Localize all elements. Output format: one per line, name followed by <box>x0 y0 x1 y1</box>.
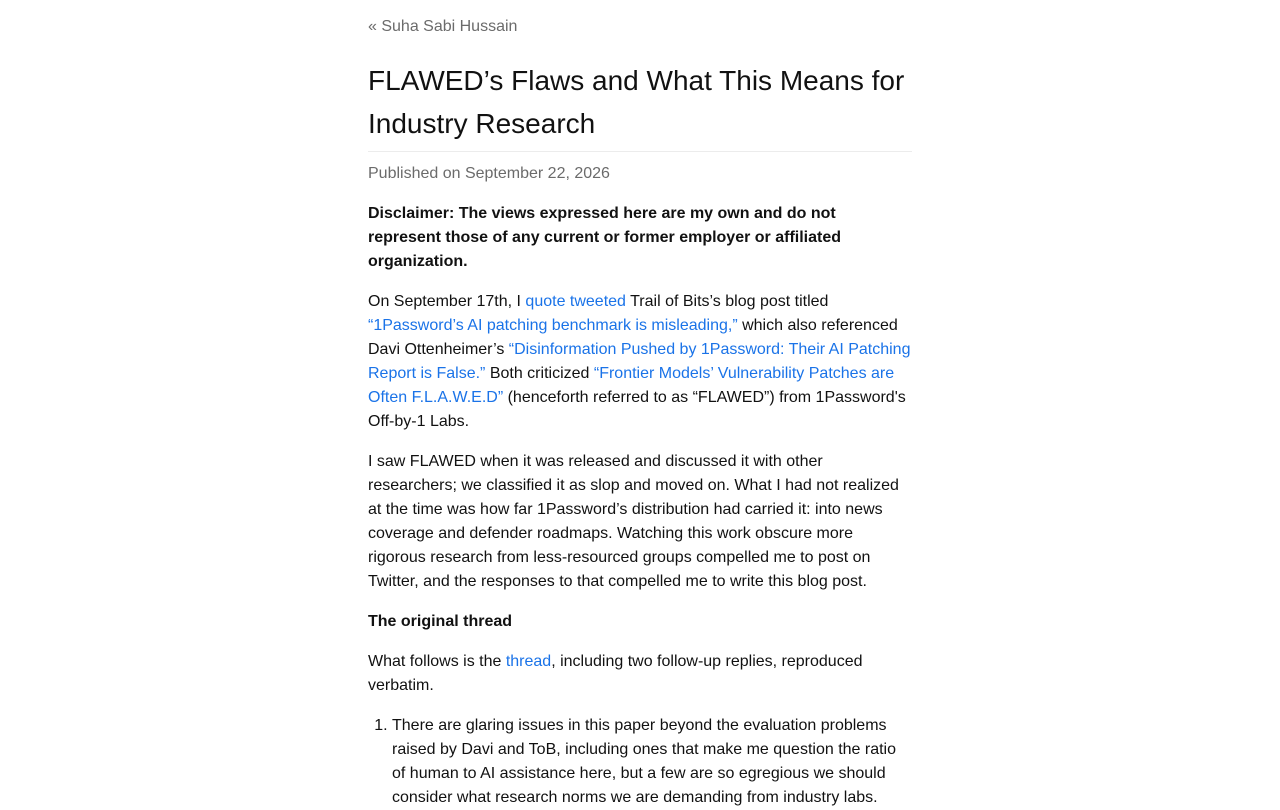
list-item: 1. There are glaring issues in this paper beyond the evaluation problems raised by Davi and ToB, including ones that make me question the ratio of human to AI assistance here, but a few are so egregious we should consider what research norms we are demanding from industry labs. <box>392 714 912 810</box>
page-title: FLAWED’s Flaws and What This Means for Industry Research <box>368 59 912 152</box>
section-heading: The original thread <box>368 613 513 630</box>
thread-intro-text-2: , including two follow-up replies, reproduced verbatim. <box>368 653 863 694</box>
article-container <box>368 0 912 810</box>
intro-text-3: which also referenced Davi Ottenheimer’s <box>368 317 898 358</box>
context-paragraph: I saw FLAWED when it was released and discussed it with other researchers; we classified it as slop and moved on. What I had not realized at the time was how far 1Password’s distribution had carried it: into news coverage and defender roadmaps. Watching this work obscure more rigorous research from less-resourced groups compelled me to post on Twitter, and the responses to that compelled me to write this blog post. <box>368 453 899 590</box>
quote-tweeted-link[interactable]: quote tweeted <box>525 293 626 310</box>
thread-link[interactable]: thread <box>505 653 552 670</box>
intro-text-4: Both criticized <box>485 365 594 382</box>
disinformation-post-link[interactable]: “Disinformation Pushed by 1Password: Their AI Patching Report is False.” <box>368 341 911 382</box>
intro-text-5: (henceforth referred to as “FLAWED”) from 1Password's Off-by-1 Labs. <box>368 389 906 430</box>
flawed-paper-link[interactable]: “Frontier Models’ Vulnerability Patches are Often F.L.A.W.E.D” <box>368 365 895 406</box>
thread-intro-text-1: What follows is the <box>368 653 506 670</box>
published-date: Published on September 22, 2026 <box>368 165 610 182</box>
thread-intro-paragraph <box>368 650 912 698</box>
disclaimer: Disclaimer: The views expressed here are my own and do not represent those of any current or former employer or affiliated organization. <box>368 205 842 270</box>
intro-text-1: On September 17th, I <box>368 293 526 310</box>
thread-list <box>368 714 912 810</box>
back-link[interactable]: « Suha Sabi Hussain <box>368 18 518 35</box>
intro-paragraph <box>368 290 912 434</box>
tob-blog-link[interactable]: “1Password’s AI patching benchmark is misleading,” <box>368 317 738 334</box>
intro-text-2: Trail of Bits’s blog post titled <box>625 293 829 310</box>
